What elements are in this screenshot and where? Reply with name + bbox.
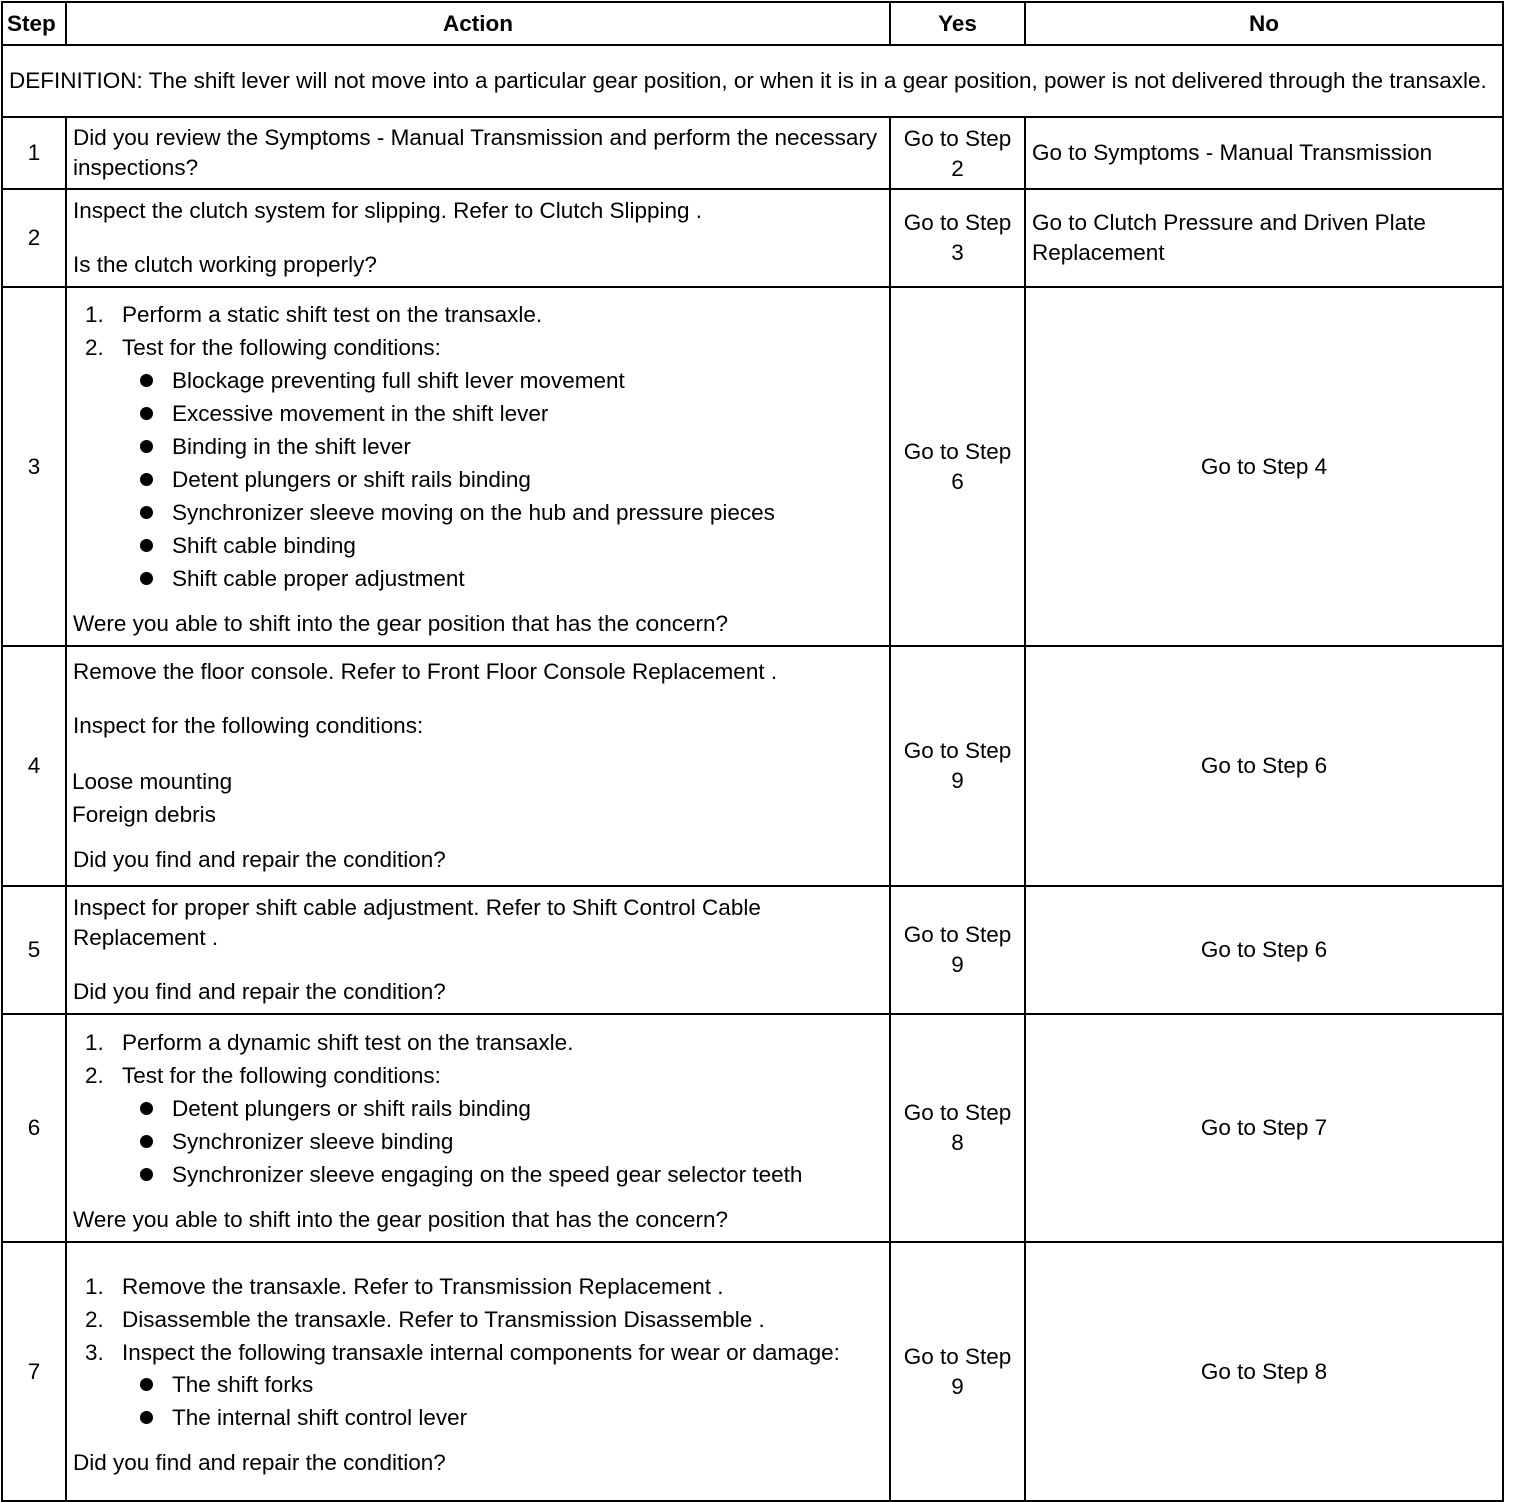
- action-question: Did you find and repair the condition?: [73, 1449, 446, 1475]
- bullet-item: [122, 562, 883, 595]
- bullet-text: Shift cable binding: [172, 533, 356, 558]
- bullet-text: The internal shift control lever: [172, 1404, 468, 1430]
- yes-cell: [890, 1014, 1025, 1242]
- bullet-item: [122, 364, 883, 397]
- numbered-list: [73, 298, 883, 595]
- table-row: [2, 117, 1503, 189]
- bullet-text: Detent plungers or shift rails binding: [172, 1095, 531, 1121]
- item-number: 1.: [85, 1273, 104, 1299]
- bullet-list: [122, 1092, 883, 1191]
- bullet-item: [122, 1125, 883, 1158]
- definition-row: [2, 45, 1503, 117]
- bullet-list: [66, 765, 883, 831]
- item-number: 3.: [85, 1339, 104, 1365]
- yes-cell: [890, 886, 1025, 1014]
- bullet-text: Synchronizer sleeve binding: [172, 1128, 454, 1154]
- bullet-item: [122, 529, 883, 562]
- item-text: Remove the transaxle. Refer to Transmission Replacement .: [122, 1273, 724, 1299]
- bullet-icon: [140, 374, 153, 387]
- yes-cell: [890, 1242, 1025, 1501]
- bullet-item: [122, 430, 883, 463]
- yes-cell: [890, 287, 1025, 646]
- yes-cell: [890, 117, 1025, 189]
- header-step: Step: [2, 2, 66, 45]
- header-no: No: [1025, 2, 1503, 45]
- definition-text: DEFINITION: The shift lever will not move into a particular gear position, or when it is in a gear position, power is not delivered through the transaxle.: [2, 45, 1503, 117]
- header-action: Action: [66, 2, 890, 45]
- table-row: [2, 189, 1503, 287]
- action-cell: [66, 1242, 890, 1501]
- action-text: Inspect for proper shift cable adjustment. Refer to Shift Control Cable Replacement .: [73, 895, 761, 950]
- table-row: [2, 886, 1503, 1014]
- action-cell: [66, 886, 890, 1014]
- step-number: 4: [2, 646, 66, 886]
- yes-label: Go to Step: [903, 210, 1012, 235]
- yes-cell: [890, 189, 1025, 287]
- bullet-icon: [140, 572, 153, 585]
- action-question: Did you find and repair the condition?: [73, 979, 446, 1004]
- bullet-item: [122, 1092, 883, 1125]
- yes-step: 9: [951, 952, 964, 977]
- header-row: [2, 2, 1503, 45]
- table-row: [2, 1242, 1503, 1501]
- step-number: 3: [2, 287, 66, 646]
- yes-step: 6: [951, 468, 964, 494]
- bullet-item: [122, 1368, 883, 1401]
- yes-step: 3: [951, 240, 964, 265]
- item-text: Test for the following conditions:: [122, 1062, 441, 1088]
- diagnostic-table: [1, 1, 1504, 1502]
- no-cell: Go to Symptoms - Manual Transmission: [1025, 117, 1503, 189]
- yes-label: Go to Step: [903, 922, 1012, 947]
- yes-label: Go to Step: [903, 738, 1012, 763]
- yes-step: 2: [951, 156, 964, 181]
- action-text: Did you review the Symptoms - Manual Transmission and perform the necessary inspections?: [73, 125, 878, 180]
- item-text: Disassemble the transaxle. Refer to Transmission Disassemble .: [122, 1306, 765, 1332]
- no-cell: Go to Step 6: [1025, 646, 1503, 886]
- yes-step: 8: [951, 1130, 964, 1155]
- action-text: Inspect the clutch system for slipping. Refer to Clutch Slipping .: [73, 198, 703, 223]
- bullet-text: Blockage preventing full shift lever movement: [172, 368, 625, 393]
- bullet-icon: [140, 407, 153, 420]
- bullet-text: Binding in the shift lever: [172, 434, 411, 459]
- bullet-icon: [140, 473, 153, 486]
- numbered-list: [73, 1270, 883, 1434]
- action-cell: [66, 189, 890, 287]
- no-cell: Go to Step 4: [1025, 287, 1503, 646]
- numbered-list: [73, 1026, 883, 1191]
- table-row: [2, 646, 1503, 886]
- action-cell: [66, 646, 890, 886]
- list-item: [73, 1336, 883, 1434]
- yes-label: Go to Step: [903, 126, 1012, 151]
- bullet-text: Synchronizer sleeve moving on the hub and pressure pieces: [172, 500, 775, 525]
- bullet-item: [122, 496, 883, 529]
- bullet-item: [122, 1158, 883, 1191]
- bullet-item: [122, 397, 883, 430]
- item-number: 1.: [85, 1029, 104, 1055]
- step-number: 6: [2, 1014, 66, 1242]
- step-number: 2: [2, 189, 66, 287]
- action-cell: [66, 1014, 890, 1242]
- action-question: Did you find and repair the condition?: [73, 847, 446, 872]
- item-text: Test for the following conditions:: [122, 335, 441, 360]
- bullet-icon: [140, 1378, 153, 1391]
- item-number: 1.: [85, 302, 104, 327]
- bullet-list: [122, 364, 883, 595]
- header-yes: Yes: [890, 2, 1025, 45]
- yes-label: Go to Step: [903, 1343, 1012, 1369]
- no-cell: Go to Step 7: [1025, 1014, 1503, 1242]
- step-number: 7: [2, 1242, 66, 1501]
- table-row: [2, 287, 1503, 646]
- step-number: 5: [2, 886, 66, 1014]
- action-question: Were you able to shift into the gear position that has the concern?: [73, 1206, 728, 1232]
- bullet-item: [66, 798, 883, 831]
- item-text: Perform a dynamic shift test on the transaxle.: [122, 1029, 574, 1055]
- bullet-icon: [140, 440, 153, 453]
- no-cell: Go to Step 8: [1025, 1242, 1503, 1501]
- bullet-icon: [140, 1135, 153, 1148]
- yes-step: 9: [951, 1373, 964, 1399]
- bullet-icon: [140, 506, 153, 519]
- bullet-text: Foreign debris: [72, 802, 216, 827]
- bullet-text: Loose mounting: [72, 769, 233, 794]
- list-item: [73, 1303, 883, 1336]
- bullet-text: Detent plungers or shift rails binding: [172, 467, 531, 492]
- item-number: 2.: [85, 1062, 104, 1088]
- bullet-icon: [140, 539, 153, 552]
- yes-cell: [890, 646, 1025, 886]
- item-text: Perform a static shift test on the transaxle.: [122, 302, 543, 327]
- action-question: Is the clutch working properly?: [73, 252, 377, 277]
- bullet-item: [122, 1401, 883, 1434]
- bullet-icon: [140, 1168, 153, 1181]
- bullet-icon: [140, 1411, 153, 1424]
- no-cell: Go to Step 6: [1025, 886, 1503, 1014]
- bullet-item: [66, 765, 883, 798]
- action-text: Inspect for the following conditions:: [73, 713, 424, 738]
- bullet-text: Shift cable proper adjustment: [172, 566, 465, 591]
- action-question: Were you able to shift into the gear position that has the concern?: [73, 611, 728, 636]
- item-number: 2.: [85, 1306, 104, 1332]
- yes-label: Go to Step: [903, 1100, 1012, 1125]
- list-item: [73, 1059, 883, 1191]
- bullet-text: Excessive movement in the shift lever: [172, 401, 549, 426]
- action-cell: [66, 287, 890, 646]
- bullet-item: [122, 463, 883, 496]
- yes-step: 9: [951, 768, 964, 793]
- list-item: [73, 298, 883, 331]
- list-item: [73, 331, 883, 595]
- list-item: [73, 1026, 883, 1059]
- no-cell: Go to Clutch Pressure and Driven Plate Replacement: [1025, 189, 1503, 287]
- step-number: 1: [2, 117, 66, 189]
- yes-label: Go to Step: [903, 438, 1012, 464]
- table-row: [2, 1014, 1503, 1242]
- bullet-list: [122, 1368, 883, 1434]
- bullet-text: The shift forks: [172, 1371, 314, 1397]
- action-text: Remove the floor console. Refer to Front Floor Console Replacement .: [73, 659, 778, 684]
- bullet-text: Synchronizer sleeve engaging on the speed gear selector teeth: [172, 1161, 803, 1187]
- bullet-icon: [140, 1102, 153, 1115]
- item-text: Inspect the following transaxle internal components for wear or damage:: [122, 1339, 840, 1365]
- list-item: [73, 1270, 883, 1303]
- item-number: 2.: [85, 335, 104, 360]
- action-cell: [66, 117, 890, 189]
